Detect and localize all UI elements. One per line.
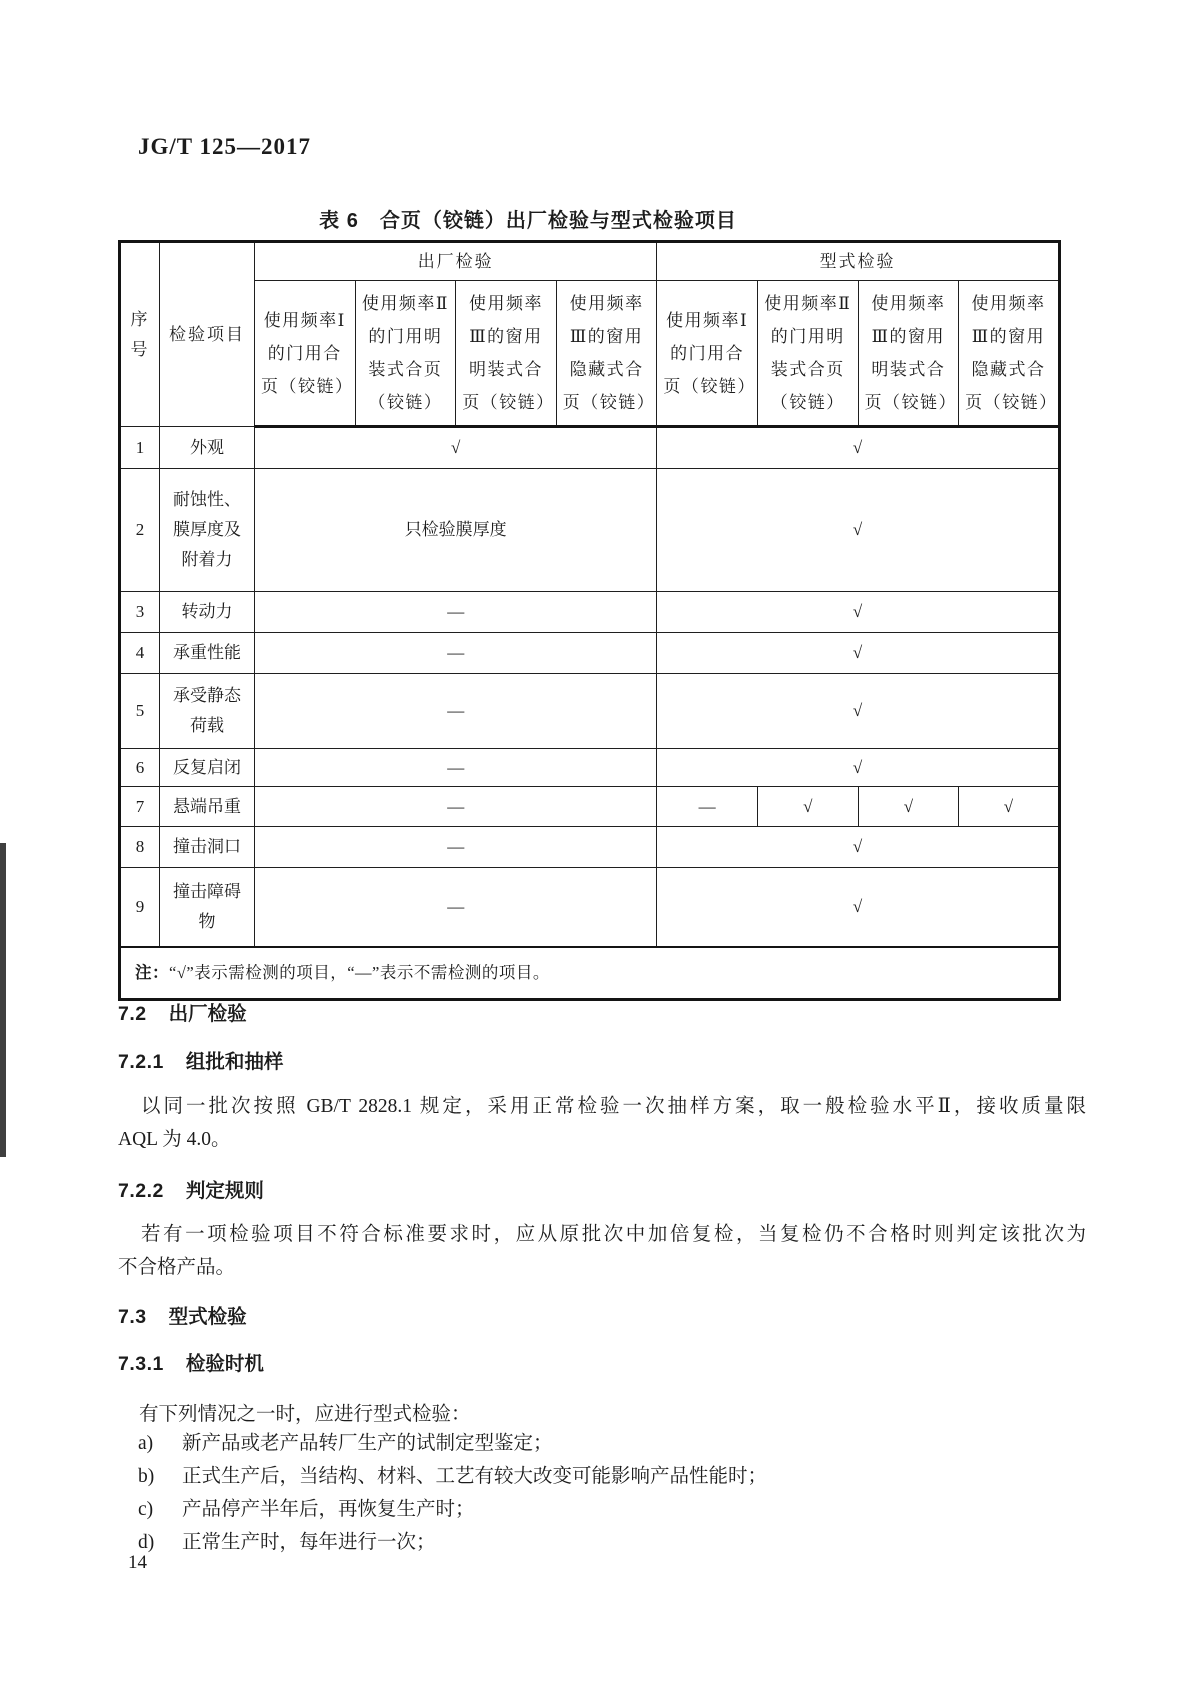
cell-type-2: √ (757, 787, 858, 827)
cell-type-4: √ (959, 787, 1060, 827)
section-title: 组批和抽样 (185, 1051, 284, 1073)
header-type-col-1: 使用频率Ⅰ的门用合页（铰链） (657, 281, 758, 427)
table-row (120, 674, 1060, 749)
cell-seq: 2 (120, 469, 160, 592)
cell-seq: 1 (120, 427, 160, 469)
section-title: 出厂检验 (168, 1003, 247, 1025)
cell-type: √ (657, 427, 1059, 469)
section-heading-7-3 (118, 1301, 247, 1329)
header-type-col-3: 使用频率Ⅲ的窗用明装式合页（铰链） (858, 281, 959, 427)
section-number: 7.2 (118, 1003, 147, 1025)
cell-factory: — (255, 787, 657, 827)
inspection-items-table (118, 240, 1061, 1001)
paragraph-line: 以同一批次按照 GB/T 2828.1 规定，采用正常检验一次抽样方案，取一般检验水平Ⅱ，接收质量限 (141, 1096, 1086, 1117)
table-title: 表 6 合页（铰链）出厂检验与型式检验项目 (319, 210, 737, 232)
section-heading-7-3-1 (118, 1348, 264, 1376)
page-number: 14 (128, 1552, 147, 1573)
header-type-col-4: 使用频率Ⅲ的窗用隐藏式合页（铰链） (959, 281, 1060, 427)
cell-seq: 8 (120, 827, 160, 868)
section-number: 7.3 (118, 1306, 147, 1328)
header-item: 检验项目 (160, 242, 255, 427)
header-seq: 序号 (120, 242, 160, 427)
list-item-label: a) (138, 1433, 154, 1454)
header-factory-col-2: 使用频率Ⅱ的门用明装式合页（铰链） (355, 281, 456, 427)
table-note (120, 947, 1060, 1000)
list-item-label: c) (138, 1499, 154, 1520)
cell-factory: — (255, 827, 657, 868)
standard-code: JG/T 125—2017 (138, 134, 311, 159)
cell-item: 承受静态荷载 (160, 674, 255, 749)
cell-item: 撞击障碍物 (160, 868, 255, 948)
paragraph-7-2-1 (118, 1090, 1086, 1156)
cell-item: 反复启闭 (160, 749, 255, 787)
paragraph-line: 不合格产品。 (118, 1257, 236, 1278)
cell-item: 悬端吊重 (160, 787, 255, 827)
table-row (120, 827, 1060, 868)
section-heading-7-2-1 (118, 1046, 283, 1074)
cell-factory: — (255, 674, 657, 749)
list-item (138, 1498, 1078, 1531)
section-number: 7.2.1 (118, 1051, 164, 1073)
header-factory-col-1: 使用频率Ⅰ的门用合页（铰链） (255, 281, 356, 427)
list-item-text: 新产品或老产品转厂生产的试制定型鉴定； (182, 1433, 553, 1454)
cell-type: √ (657, 674, 1059, 749)
table-row (120, 592, 1060, 633)
section-title: 检验时机 (185, 1353, 264, 1375)
table-row (120, 469, 1060, 592)
cell-item: 耐蚀性、膜厚度及附着力 (160, 469, 255, 592)
cell-type: √ (657, 469, 1059, 592)
cell-seq: 3 (120, 592, 160, 633)
section-number: 7.3.1 (118, 1353, 164, 1375)
cell-item: 承重性能 (160, 633, 255, 674)
cell-item: 撞击洞口 (160, 827, 255, 868)
paragraph-7-2-2 (118, 1218, 1086, 1284)
list-item-text: 产品停产半年后，再恢复生产时； (182, 1499, 475, 1520)
cell-type-3: √ (858, 787, 959, 827)
cell-type: √ (657, 592, 1059, 633)
cell-type: √ (657, 749, 1059, 787)
cell-factory: — (255, 592, 657, 633)
cell-seq: 6 (120, 749, 160, 787)
cell-seq: 5 (120, 674, 160, 749)
header-type-group: 型式检验 (657, 242, 1059, 281)
paragraph-line: 若有一项检验项目不符合标准要求时，应从原批次中加倍复检，当复检仍不合格时则判定该批次为 (141, 1224, 1086, 1245)
header-type-col-2: 使用频率Ⅱ的门用明装式合页（铰链） (757, 281, 858, 427)
table-row (120, 427, 1060, 469)
cell-type-1: — (657, 787, 758, 827)
cell-factory: — (255, 868, 657, 948)
paragraph-line: AQL 为 4.0。 (118, 1129, 231, 1150)
list-item (138, 1432, 1078, 1465)
list-item-text: 正常生产时，每年进行一次； (182, 1532, 436, 1553)
list-item (138, 1465, 1078, 1498)
cell-item: 外观 (160, 427, 255, 469)
table-row (120, 749, 1060, 787)
cell-factory: 只检验膜厚度 (255, 469, 657, 592)
header-factory-group: 出厂检验 (255, 242, 657, 281)
list-intro: 有下列情况之一时，应进行型式检验： (139, 1404, 471, 1425)
table-note-row (120, 947, 1060, 1000)
scan-artifact-strip (0, 843, 6, 1157)
section-heading-7-2 (118, 998, 247, 1026)
section-number: 7.2.2 (118, 1180, 164, 1202)
list-item-label: d) (138, 1532, 155, 1553)
condition-list (138, 1432, 1078, 1564)
header-factory-col-4: 使用频率Ⅲ的窗用隐藏式合页（铰链） (556, 281, 657, 427)
header-factory-col-3: 使用频率Ⅲ的窗用明装式合页（铰链） (456, 281, 557, 427)
table-row (120, 868, 1060, 948)
cell-type: √ (657, 827, 1059, 868)
cell-item: 转动力 (160, 592, 255, 633)
cell-factory: — (255, 749, 657, 787)
table-header-group-row (120, 242, 1060, 281)
section-heading-7-2-2 (118, 1175, 264, 1203)
list-item-text: 正式生产后，当结构、材料、工艺有较大改变可能影响产品性能时； (182, 1466, 768, 1487)
table-row (120, 633, 1060, 674)
list-item-label: b) (138, 1466, 155, 1487)
section-title: 判定规则 (185, 1180, 264, 1202)
cell-type: √ (657, 868, 1059, 948)
cell-type: √ (657, 633, 1059, 674)
section-title: 型式检验 (168, 1306, 247, 1328)
note-text: “√”表示需检测的项目，“—”表示不需检测的项目。 (169, 963, 550, 982)
cell-factory: — (255, 633, 657, 674)
table-header-columns-row (120, 281, 1060, 427)
cell-seq: 7 (120, 787, 160, 827)
cell-seq: 4 (120, 633, 160, 674)
note-label: 注： (135, 964, 169, 982)
cell-factory: √ (255, 427, 657, 469)
list-item (138, 1531, 1078, 1564)
table-row (120, 787, 1060, 827)
cell-seq: 9 (120, 868, 160, 948)
